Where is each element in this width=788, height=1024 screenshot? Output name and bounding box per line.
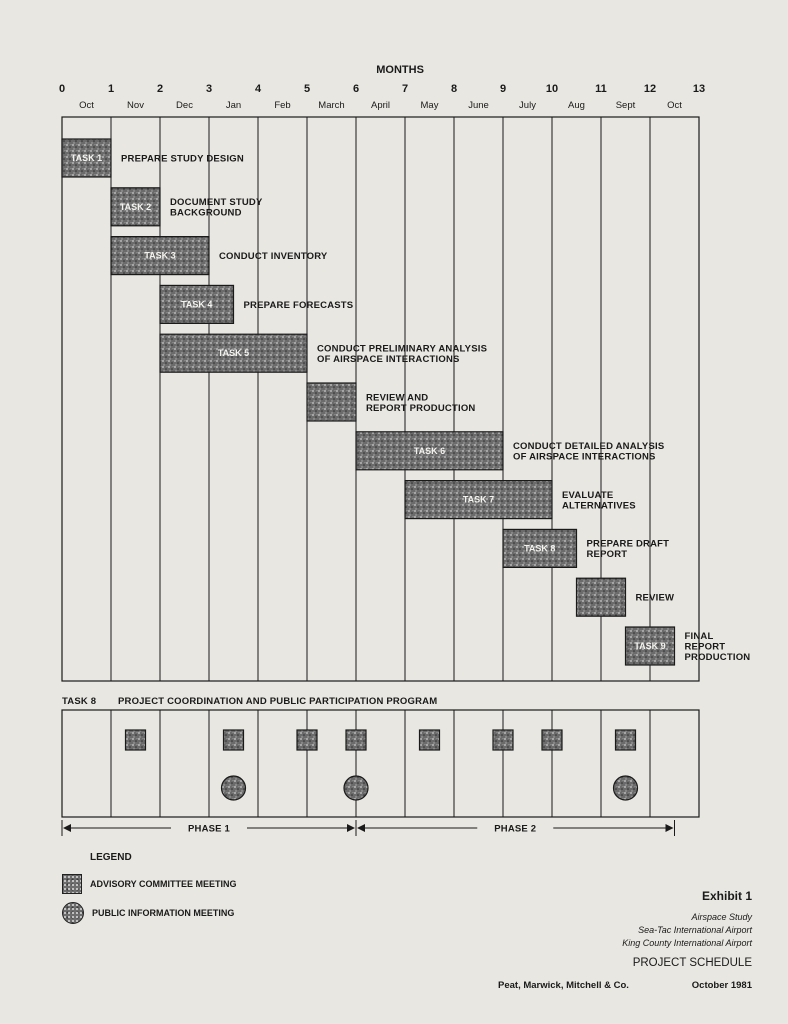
month-name-label: Oct	[79, 100, 94, 111]
month-number-tick: 11	[595, 83, 607, 95]
month-name-label: Sept	[615, 100, 636, 111]
month-number-tick: 13	[692, 83, 706, 95]
task-description: CONDUCT DETAILED ANALYSIS	[513, 441, 665, 453]
advisory-meeting-swatch	[62, 874, 82, 894]
task-row	[577, 578, 675, 616]
advisory-meeting-marker	[420, 730, 440, 750]
task-description: EVALUATE	[562, 489, 614, 501]
task-bar-label: TASK 1	[70, 153, 103, 163]
legend-advisory	[62, 874, 237, 894]
exhibit-number: Exhibit 1	[701, 889, 752, 903]
task-row	[160, 285, 353, 323]
month-number-tick: 0	[58, 83, 66, 95]
task-bar-label: TASK 6	[413, 445, 446, 456]
task-bar-label: TASK 8	[524, 543, 556, 554]
task-description: PREPARE STUDY DESIGN	[121, 153, 244, 165]
task-description: PREPARE FORECASTS	[243, 299, 354, 311]
advisory-meeting-marker	[616, 730, 636, 750]
task-description: REVIEW	[635, 592, 675, 604]
phase-arrow-right	[347, 824, 355, 832]
month-number-tick: 6	[352, 83, 360, 95]
task-description: DOCUMENT STUDY	[170, 197, 263, 209]
month-name-label: May	[420, 100, 439, 111]
public-meeting-marker	[614, 776, 638, 800]
coordination-title: PROJECT COORDINATION AND PUBLIC PARTICIPATION PROGRAM	[118, 696, 438, 707]
task-row	[111, 188, 263, 226]
public-meeting-marker	[344, 776, 368, 800]
coordination-task-id: TASK 8	[62, 696, 97, 707]
month-number-tick: 12	[643, 83, 657, 95]
month-name-label: Jan	[225, 100, 242, 111]
task-row	[160, 334, 487, 372]
legend-public-label: PUBLIC INFORMATION MEETING	[92, 908, 235, 918]
legend-public	[62, 902, 234, 924]
report-date: October 1981	[691, 980, 752, 991]
month-number-tick: 1	[107, 83, 115, 95]
month-number-tick: 4	[254, 83, 262, 95]
footer-airport-2: King County International Airport	[622, 938, 752, 948]
phase-span	[356, 820, 675, 836]
task-bar	[577, 578, 626, 616]
company-name: Peat, Marwick, Mitchell & Co.	[498, 980, 629, 991]
task-row	[356, 432, 664, 470]
month-name-label: Aug	[568, 100, 585, 111]
advisory-meeting-marker	[542, 730, 562, 750]
month-name-label: July	[519, 100, 536, 111]
phase-label: PHASE 1	[187, 823, 231, 835]
task-description: REPORT	[586, 549, 628, 561]
footer-study: Airspace Study	[691, 912, 752, 922]
month-name-label: Nov	[127, 100, 144, 111]
task-description: PRODUCTION	[684, 652, 751, 663]
task-description: CONDUCT INVENTORY	[219, 251, 328, 263]
task-description: ALTERNATIVES	[562, 500, 636, 512]
task-row	[111, 237, 328, 275]
task-description: BACKGROUND	[170, 207, 242, 219]
month-name-label: June	[468, 100, 489, 111]
advisory-meeting-marker	[224, 730, 244, 750]
task-row	[626, 627, 751, 665]
phase-arrow-left	[357, 824, 365, 832]
task-bar-label: TASK 5	[217, 348, 250, 359]
advisory-meeting-marker	[297, 730, 317, 750]
month-number-tick: 5	[303, 83, 311, 95]
month-number-tick: 3	[205, 83, 213, 95]
legend-title: LEGEND	[90, 852, 132, 863]
phase-span	[62, 820, 356, 836]
task-bar-label: TASK 9	[634, 641, 666, 651]
advisory-meeting-marker	[493, 730, 513, 750]
task-bar-label: TASK 3	[144, 250, 176, 261]
phase-arrow-left	[63, 824, 71, 832]
task-description: OF AIRSPACE INTERACTIONS	[317, 353, 460, 365]
task-description: PREPARE DRAFT	[586, 538, 670, 550]
advisory-meeting-marker	[126, 730, 146, 750]
month-number-tick: 7	[401, 83, 409, 95]
schedule-title: PROJECT SCHEDULE	[632, 957, 752, 969]
task-row	[503, 529, 669, 567]
phase-arrow-right	[666, 824, 674, 832]
task-description: REPORT	[684, 641, 726, 653]
month-name-label: April	[370, 100, 391, 111]
task-bar-label: TASK 7	[462, 494, 495, 505]
public-meeting-swatch	[62, 902, 84, 924]
axis-title: MONTHS	[376, 64, 424, 76]
advisory-meeting-marker	[346, 730, 366, 750]
task-bar	[307, 383, 356, 421]
footer-airport-1: Sea-Tac International Airport	[638, 925, 752, 935]
month-number-tick: 10	[545, 83, 559, 95]
task-row	[62, 139, 244, 177]
task-bar-label: TASK 2	[119, 201, 152, 212]
task-description: FINAL	[684, 631, 714, 642]
month-name-label: Dec	[176, 100, 193, 111]
task-description: CONDUCT PRELIMINARY ANALYSIS	[317, 343, 488, 355]
month-name-label: Oct	[667, 100, 682, 111]
task-row	[307, 383, 476, 421]
task-description: OF AIRSPACE INTERACTIONS	[513, 451, 656, 463]
month-number-tick: 9	[499, 83, 507, 95]
phase-label: PHASE 2	[494, 823, 537, 835]
task-bar-label: TASK 4	[181, 299, 213, 310]
coordination-grid-frame	[62, 710, 699, 817]
public-meeting-marker	[222, 776, 246, 800]
legend-advisory-label: ADVISORY COMMITTEE MEETING	[90, 879, 237, 889]
task-description: REPORT PRODUCTION	[366, 402, 476, 414]
month-number-tick: 2	[156, 83, 164, 95]
month-number-tick: 8	[450, 83, 458, 95]
month-name-label: Feb	[274, 100, 291, 111]
month-name-label: March	[318, 100, 345, 111]
task-description: REVIEW AND	[366, 392, 429, 404]
